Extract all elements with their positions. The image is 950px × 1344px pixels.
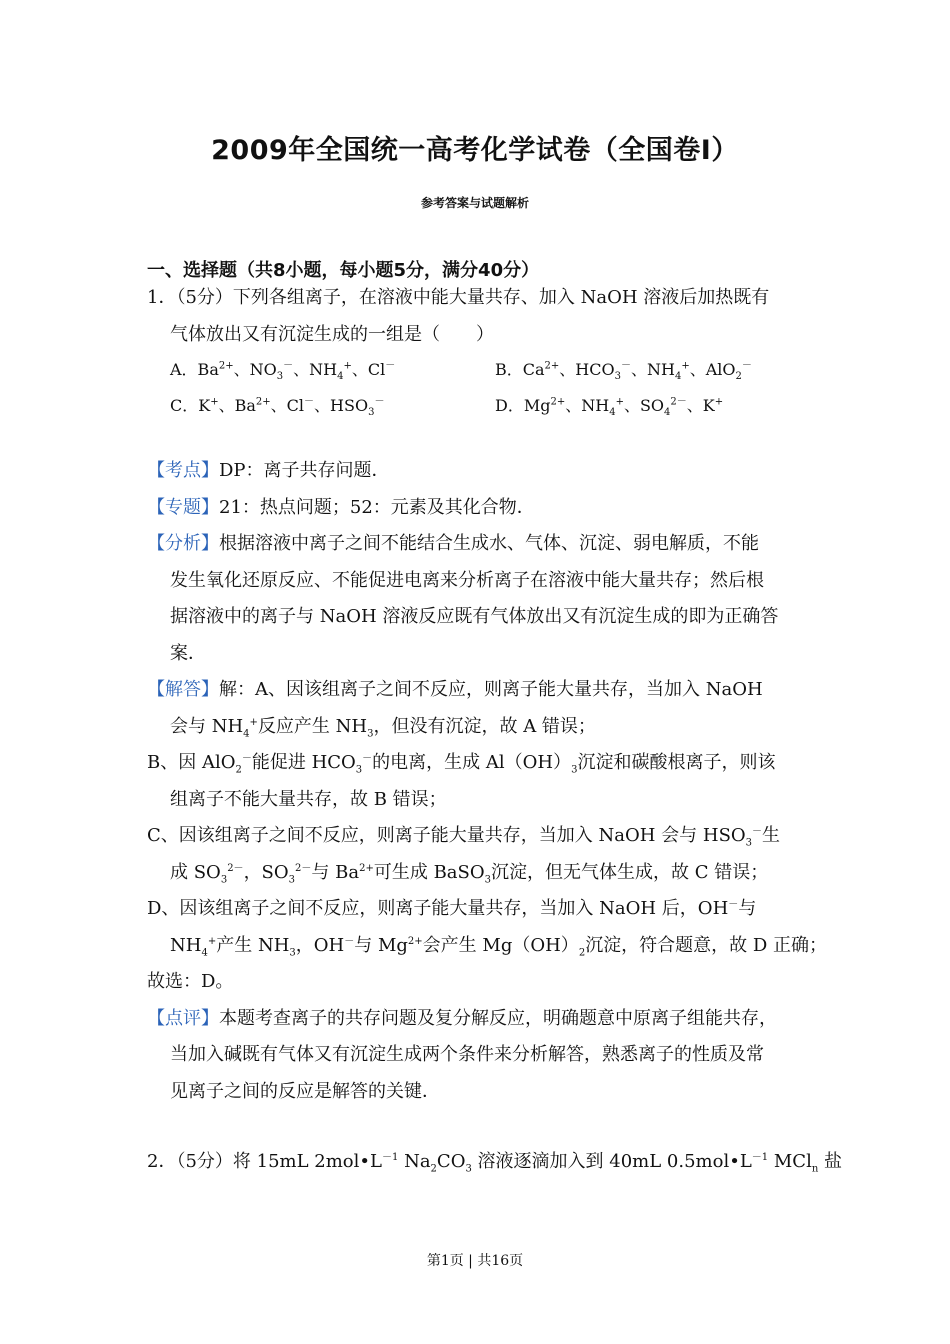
dianping-line-1: 【点评】本题考查离子的共存问题及复分解反应，明确题意中原离子组能共存， [147,1007,777,1029]
fenxi-line-2: 发生氧化还原反应、不能促进电离来分析离子在溶液中能大量共存；然后根 [170,569,764,591]
page-subtitle: 参考答案与试题解析 [420,196,529,210]
option-c: C．K+、$Ba^{2+}$、Cl－、$HSO_3^-$ [170,396,385,419]
jieda-line-1: 【解答】解：A、因该组离子之间不反应，则离子能大量共存，当加入 NaOH [147,679,763,700]
dianping-line-3: 见离子之间的反应是解答的关键． [170,1080,440,1102]
dianping-tag: 【点评】 [147,1007,219,1029]
page-footer: 第1页 | 共16页 [426,1253,524,1269]
q1-stem-line-1: 1．（5分）下列各组离子，在溶液中能大量共存、加入 NaOH 溶液后加热既有 [147,287,770,308]
zhuanti-tag: 【专题】 [147,496,219,518]
fenxi-line-1: 【分析】根据溶液中离子之间不能结合生成水、气体、沉淀、弱电解质，不能 [147,533,759,554]
q1-stem-line-2: 气体放出又有沉淀生成的一组是（ ） [170,323,494,345]
jieda-line-8: $NH_4^+$产生 $NH_3$，OH－与 $Mg^{2+}$会产生 $Mg(OH)_2$沉淀，符合题意，故 D 正确； [170,934,828,959]
document-body [147,256,843,1187]
jieda-line-4: 组离子不能大量共存，故 B 错误； [170,788,447,810]
fenxi-tag: 【分析】 [147,533,219,554]
jieda-line-3: B、因 AlO$_2$－能促进 $HCO_3^-$的电离，生成 $Al(OH)_3$沉淀和碳酸根离子，则该 [147,752,776,776]
page-title: 2009年全国统一高考化学试卷（全国卷Ⅰ） [211,135,739,166]
option-b: B．$Ca^{2+}$、$HCO_3^-$、$NH_4^+$、AlO$_2$－ [495,360,752,383]
fenxi-line-4: 案． [170,642,206,664]
dianping-line-2: 当加入碱既有气体又有沉淀生成两个条件来分析解答，熟悉离子的性质及常 [170,1044,764,1065]
option-d: D．$Mg^{2+}$、$NH_4^+$、$SO_4^{2-}$、K+ [495,396,724,419]
zhuanti-line: 【专题】21：热点问题；52：元素及其化合物． [147,496,535,518]
q2-stem-line-1: 2．（5分）将 15mL $2mol•L^{-1}$ $Na_2CO_3$ 溶液逐滴加入到 40mL $0.5mol•L^{-1}$ MCl$_n$ 盐 [147,1151,843,1175]
jieda-line-5: C、因该组离子之间不反应，则离子能大量共存，当加入 NaOH 会与 $HSO_3^-$生 [147,825,781,849]
jieda-line-7: D、因该组离子之间不反应，则离子能大量共存，当加入 NaOH 后，OH－与 [147,898,757,919]
jieda-line-2: 会与 $NH_4^+$反应产生 $NH_3$，但没有沉淀，故 A 错误； [170,715,596,740]
option-a: A．$Ba^{2+}$、$NO_3^-$、$NH_4^+$、Cl－ [170,360,396,383]
kaodian-line: 【考点】DP：离子共存问题． [147,460,390,481]
q1-options-row-1 [147,359,817,395]
fenxi-line-3: 据溶液中的离子与 NaOH 溶液反应既有气体放出又有沉淀生成的即为正确答 [170,606,779,627]
jieda-tag: 【解答】 [147,679,219,700]
q1-options-row-2 [147,395,817,431]
jieda-line-6: 成 $SO_3^{2-}$，$SO_3^{2-}$与 $Ba^{2+}$可生成 BaSO$_3$沉淀，但无气体生成，故 C 错误； [170,861,769,886]
kaodian-tag: 【考点】 [147,460,219,481]
answer-choice: 故选：D。 [147,971,234,992]
section-heading: 一、选择题（共8小题，每小题5分，满分40分） [147,260,540,281]
